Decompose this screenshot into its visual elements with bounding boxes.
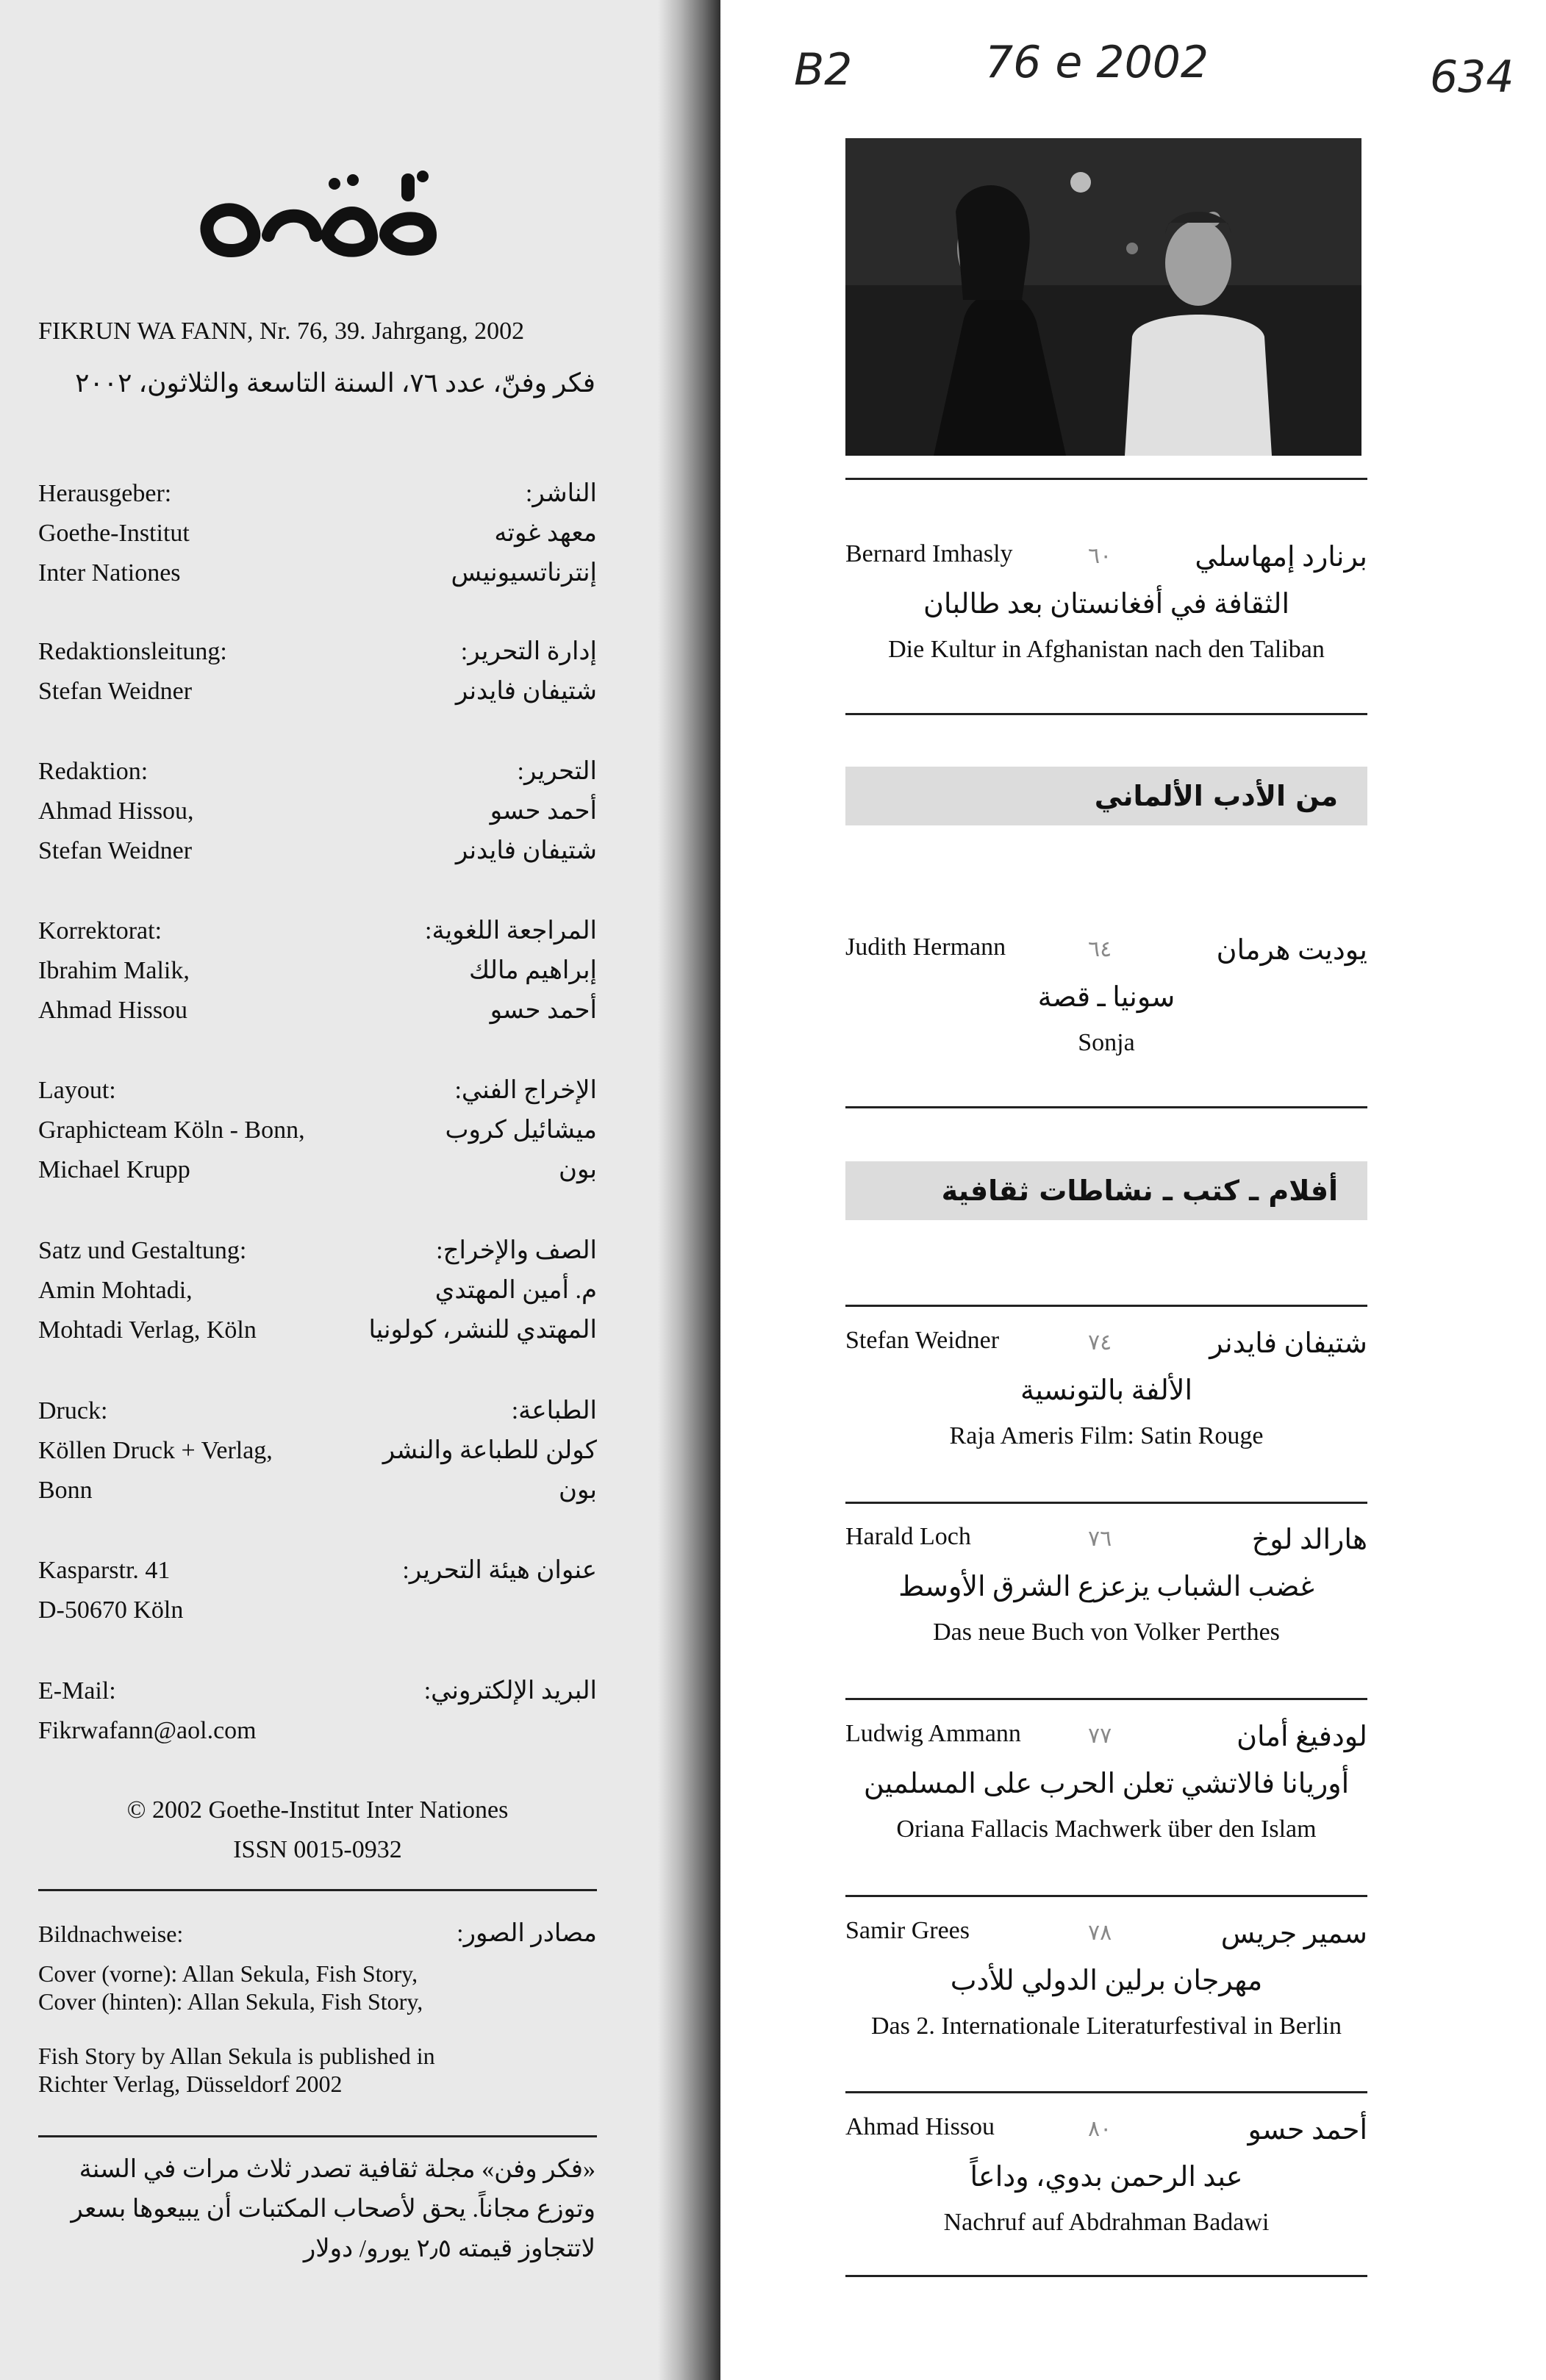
divider <box>845 1895 1367 1897</box>
credit-value: Ahmad Hissou, <box>38 797 194 825</box>
toc-title-de: Die Kultur in Afghanistan nach den Taliban <box>888 636 1325 663</box>
credit-value: Stefan Weidner <box>38 837 193 864</box>
credit-value: Stefan Weidner <box>38 678 193 705</box>
credit-publisher <box>38 474 597 599</box>
credit-label-ar: المراجعة اللغوية: <box>425 917 597 945</box>
credit-layout <box>38 1071 597 1196</box>
credit-value: Graphicteam Köln - Bonn, <box>38 1116 305 1144</box>
page-gutter <box>658 0 720 2380</box>
issn-line: ISSN 0015-0932 <box>233 1836 402 1863</box>
toc-page-number: ٧٦ <box>1088 1527 1112 1551</box>
toc-title-de: Oriana Fallacis Machwerk über den Islam <box>896 1816 1317 1843</box>
section-header-german-literature: من الأدب الألماني <box>845 767 1367 825</box>
toc-author: Ludwig Ammann <box>845 1720 1021 1747</box>
toc-title-ar: مهرجان برلين الدولي للأدب <box>950 1965 1263 1996</box>
toc-author-ar: سمير جريس <box>1220 1918 1367 1949</box>
credit-value: Mohtadi Verlag, Köln <box>38 1316 257 1344</box>
credit-printing <box>38 1391 597 1516</box>
credit-value-ar: بون <box>559 1156 597 1183</box>
issue-line-de: FIKRUN WA FANN, Nr. 76, 39. Jahrgang, 2002 <box>38 318 525 345</box>
credit-label-ar: التحرير: <box>517 758 597 785</box>
toc-title-de: Sonja <box>1078 1029 1135 1056</box>
toc-title-ar: أوريانا فالاتشي تعلن الحرب على المسلمين <box>863 1768 1350 1799</box>
credit-label-ar: الطباعة: <box>511 1397 597 1424</box>
credit-label-ar: الصف والإخراج: <box>436 1237 597 1264</box>
toc-page-number: ٦٠ <box>1088 544 1112 568</box>
toc-entry[interactable] <box>845 1327 1367 1466</box>
magazine-logo <box>187 165 452 268</box>
divider <box>845 2275 1367 2277</box>
toc-author-ar: يوديت هرمان <box>1216 935 1367 966</box>
credit-value-ar: بون <box>559 1477 597 1504</box>
credit-label-ar: الإخراج الفني: <box>454 1077 597 1104</box>
divider <box>845 1305 1367 1307</box>
toc-author: Bernard Imhasly <box>845 540 1013 567</box>
credit-value-ar: معهد غوته <box>494 520 597 547</box>
toc-author: Samir Grees <box>845 1917 970 1944</box>
credit-value: Kasparstr. 41 <box>38 1557 171 1584</box>
credit-label: Satz und Gestaltung: <box>38 1237 247 1264</box>
toc-page-number: ٧٨ <box>1088 1921 1112 1945</box>
toc-title-ar: غضب الشباب يزعزع الشرق الأوسط <box>898 1571 1314 1602</box>
credit-editorial <box>38 752 597 877</box>
credit-label-ar: عنوان هيئة التحرير: <box>402 1557 597 1584</box>
credit-value: Ahmad Hissou <box>38 997 188 1024</box>
divider <box>845 1106 1367 1108</box>
toc-title-de: Das 2. Internationale Literaturfestival in Berlin <box>870 2012 1342 2040</box>
credit-value: Amin Mohtadi, <box>38 1277 193 1304</box>
credit-value-ar: شتيفان فايدنر <box>455 837 597 864</box>
credit-typesetting <box>38 1231 597 1356</box>
credit-value: Bonn <box>38 1477 93 1504</box>
divider <box>845 478 1367 480</box>
credit-label: E-Mail: <box>38 1677 116 1705</box>
cover-back-credit: Cover (hinten): Allan Sekula, Fish Story, <box>38 1988 423 2015</box>
credit-value: Goethe-Institut <box>38 520 190 547</box>
cover-front-credit: Cover (vorne): Allan Sekula, Fish Story, <box>38 1960 418 1987</box>
credit-address <box>38 1551 597 1639</box>
credit-value-ar: شتيفان فايدنر <box>455 678 597 705</box>
credit-value: Inter Nationes <box>38 559 181 587</box>
email-link[interactable]: Fikrwafann@aol.com <box>38 1717 257 1744</box>
toc-title-ar: الألفة بالتونسية <box>1020 1375 1193 1406</box>
divider <box>845 713 1367 715</box>
copyright-line: © 2002 Goethe-Institut Inter Nationes <box>126 1796 509 1824</box>
toc-page-number: ٨٠ <box>1088 2117 1112 2141</box>
publisher-note: Richter Verlag, Düsseldorf 2002 <box>38 2071 343 2097</box>
toc-author-ar: شتيفان فايدنر <box>1209 1328 1367 1359</box>
credit-value-ar: كولن للطباعة والنشر <box>382 1437 597 1464</box>
toc-author: Ahmad Hissou <box>845 2113 995 2140</box>
picture-credits-label: Bildnachweise: <box>38 1921 184 1947</box>
divider <box>845 1502 1367 1504</box>
credit-value-ar: ميشائيل كروب <box>445 1116 597 1144</box>
distribution-note-ar: «فكر وفن» مجلة ثقافية تصدر ثلاث مرات في السنة وتوزع مجاناً. يحق لأصحاب المكتبات أن يبيعوها بسعر لاتتجاوز قيمته ٢٫٥ يورو/ دولار <box>71 2156 595 2262</box>
picture-credits <box>38 1920 597 2111</box>
toc-author: Judith Hermann <box>845 933 1006 961</box>
divider <box>38 1889 597 1891</box>
toc-title-de: Raja Ameris Film: Satin Rouge <box>949 1422 1264 1449</box>
divider <box>845 2091 1367 2093</box>
credit-label: Herausgeber: <box>38 480 172 507</box>
credit-label-ar: إدارة التحرير: <box>460 638 597 665</box>
handwritten-mark: B2 <box>794 44 853 96</box>
toc-title-ar: الثقافة في أفغانستان بعد طالبان <box>923 589 1290 620</box>
credit-value: Michael Krupp <box>38 1156 190 1183</box>
credit-value: Ibrahim Malik, <box>38 957 190 984</box>
publisher-note: Fish Story by Allan Sekula is published in <box>38 2043 435 2069</box>
credit-value-ar: إبراهيم مالك <box>468 957 597 984</box>
toc-author: Stefan Weidner <box>845 1327 1000 1354</box>
credit-value-ar: أحمد حسو <box>490 997 597 1024</box>
issue-line-ar: فكر وفنّ، عدد ٧٦، السنة التاسعة والثلاثون، ٢٠٠٢ <box>75 368 595 398</box>
toc-page-number: ٧٧ <box>1088 1724 1112 1748</box>
toc-author-ar: لودفيغ أمان <box>1237 1721 1367 1752</box>
credit-value-ar: م. أمين المهتدي <box>434 1277 597 1304</box>
credit-proofreading <box>38 911 597 1036</box>
toc-entry[interactable] <box>845 540 1367 680</box>
credit-value-ar: أحمد حسو <box>490 797 597 825</box>
divider <box>38 2135 597 2137</box>
credit-value-ar: المهتدي للنشر، كولونيا <box>368 1316 597 1344</box>
toc-page-number: ٧٤ <box>1088 1330 1112 1355</box>
toc-entry[interactable] <box>845 1917 1367 2057</box>
credit-label: Korrektorat: <box>38 917 162 945</box>
toc-author-ar: برنارد إمهاسلي <box>1195 542 1367 573</box>
copyright-block <box>38 1791 597 1870</box>
toc-title-de: Nachruf auf Abdrahman Badawi <box>943 2209 1270 2236</box>
credit-editorial-director <box>38 632 597 720</box>
divider <box>845 1698 1367 1700</box>
credit-value: D-50670 Köln <box>38 1596 184 1624</box>
toc-author-ar: هارالد لوخ <box>1251 1524 1367 1555</box>
film-still-photo <box>845 138 1361 456</box>
toc-author-ar: أحمد حسو <box>1248 2115 1367 2146</box>
credit-label-ar: الناشر: <box>525 480 597 507</box>
credit-label: Redaktionsleitung: <box>38 638 227 665</box>
toc-title-ar: سونيا ـ قصة <box>1037 982 1175 1013</box>
toc-entry[interactable] <box>845 1720 1367 1860</box>
credit-label-ar: البريد الإلكتروني: <box>423 1677 597 1705</box>
toc-title-ar: عبد الرحمن بدوي، وداعاً <box>970 2162 1243 2193</box>
credit-label: Druck: <box>38 1397 108 1424</box>
toc-title-de: Das neue Buch von Volker Perthes <box>933 1619 1280 1646</box>
credit-email <box>38 1671 597 1760</box>
toc-entry[interactable] <box>845 1523 1367 1663</box>
toc-entry[interactable] <box>845 933 1367 1073</box>
toc-author: Harald Loch <box>845 1523 971 1550</box>
picture-credits-label-ar: مصادر الصور: <box>457 1920 597 1947</box>
credit-value: Köllen Druck + Verlag, <box>38 1437 273 1464</box>
toc-page-number: ٦٤ <box>1088 937 1112 961</box>
handwritten-mark: 634 <box>1430 51 1514 103</box>
credit-label: Redaktion: <box>38 758 148 785</box>
credit-label: Layout: <box>38 1077 116 1104</box>
handwritten-mark: 76 e 2002 <box>985 37 1209 88</box>
credit-value-ar: إنترناتسيونيس <box>451 559 597 587</box>
section-header-films-books: أفلام ـ كتب ـ نشاطات ثقافية <box>845 1161 1367 1220</box>
toc-entry[interactable] <box>845 2113 1367 2253</box>
